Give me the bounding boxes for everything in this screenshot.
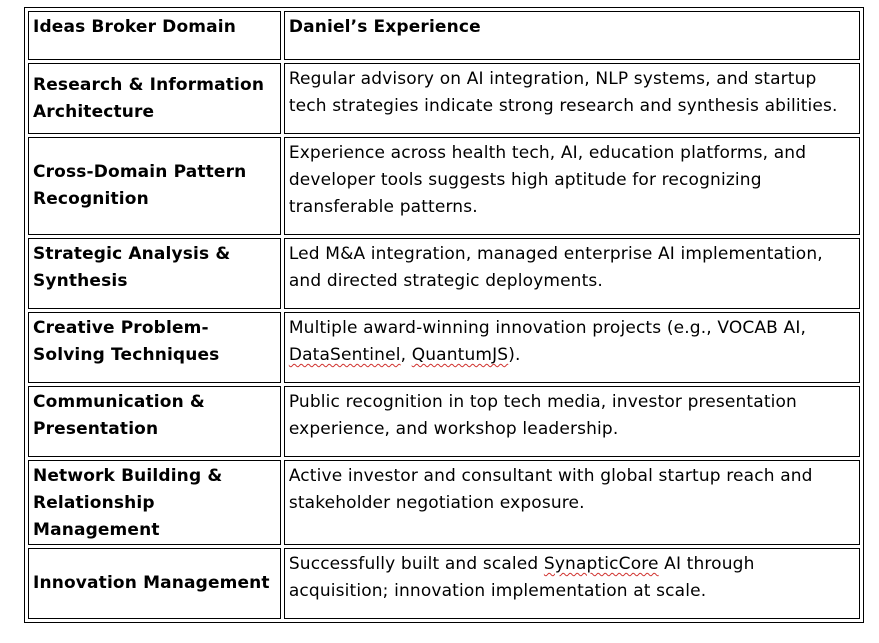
misspelled-word[interactable]: QuantumJS [411, 345, 509, 365]
experience-cell: Public recognition in top tech media, investor presentation experience, and workshop leadership. [284, 386, 860, 457]
experience-cell: Regular advisory on AI integration, NLP systems, and startup tech strategies indicate strong research and synthesis abilities. [284, 63, 860, 134]
table-row [28, 63, 860, 134]
domain-cell: Innovation Management [28, 548, 281, 619]
table-header-row [28, 11, 860, 60]
domain-cell: Research & Information Architecture [28, 63, 281, 134]
domain-cell: Strategic Analysis & Synthesis [28, 238, 281, 309]
ideas-broker-table [24, 7, 864, 623]
table-row [28, 238, 860, 309]
experience-cell [284, 312, 860, 383]
table-row [28, 386, 860, 457]
experience-cell [284, 548, 860, 619]
experience-text: Multiple award-winning innovation projects (e.g., VOCAB AI, [288, 318, 807, 338]
domain-cell: Cross-Domain Pattern Recognition [28, 137, 281, 235]
experience-cell: Experience across health tech, AI, education platforms, and developer tools suggests high aptitude for recognizing transferable patterns. [284, 137, 860, 235]
domain-cell: Communication & Presentation [28, 386, 281, 457]
header-experience: Daniel’s Experience [284, 11, 860, 60]
experience-text: Successfully built and scaled [288, 554, 544, 574]
experience-text: , [400, 345, 412, 365]
experience-cell: Led M&A integration, managed enterprise AI implementation, and directed strategic deployments. [284, 238, 860, 309]
domain-cell: Creative Problem-Solving Techniques [28, 312, 281, 383]
table-row [28, 137, 860, 235]
experience-text: AI through acquisition; innovation implementation at scale. [288, 554, 755, 601]
experience-text: ). [508, 345, 521, 365]
misspelled-word[interactable]: DataSentinel [288, 345, 401, 365]
table-row [28, 460, 860, 545]
table-row [28, 312, 860, 383]
table-row [28, 548, 860, 619]
header-domain: Ideas Broker Domain [28, 11, 281, 60]
domain-cell: Network Building & Relationship Management [28, 460, 281, 545]
experience-cell: Active investor and consultant with global startup reach and stakeholder negotiation exposure. [284, 460, 860, 545]
misspelled-word[interactable]: SynapticCore [543, 554, 659, 574]
